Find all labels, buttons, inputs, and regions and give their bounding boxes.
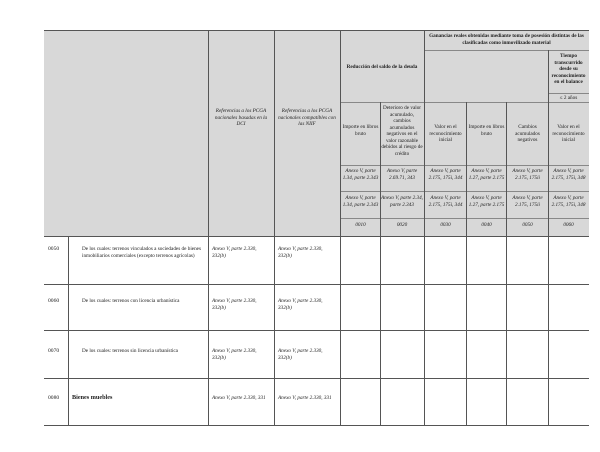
row-label-0050: De los cuales: terrenos vinculados a sociedades de bienes inmobiliarios comerciales (excepto terrenos agrícolas) [82,246,201,259]
row-code-0050: 0050 [48,246,60,252]
row-ref1-0060: Anexo V, parte 2.330, 332(b) [212,298,257,311]
row-label-0070: De los cuales: terrenos sin licencia urbanística [82,348,178,354]
row-ref1-0070: Anexo V, parte 2.330, 332(b) [212,348,257,361]
row-ref2-0050: Anexo V, parte 2.330, 332(b) [278,246,323,259]
ref-a-2: Anexo V, parte 2.175, 175i, 344 [428,168,463,181]
ref-a-3: Anexo V, parte 1.27, parte 2.175 [468,168,505,181]
ref-b-4: Anexo V, parte 2.175, 175ii [512,195,543,208]
col-cambios-header: Cambios acumulados negativos [515,124,540,143]
tiempo-header: Tiempo transcurrido desde su reconocimiento en el balance [551,53,586,85]
ref-a-0: Anexo V, parte 1.34, parte 2.343 [342,168,379,181]
col-deterioro-header: Deterioro de valor acumulado, cambios acumulados negativos en el valor razonable debidos al riesgo de crédito [381,105,423,157]
row-ref1-0050: Anexo V, parte 2.330, 332(b) [212,246,257,259]
col-valor-inicial-header: Valor en el reconocimiento inicial [429,124,462,143]
row-label-0080: Bienes muebles [72,394,113,401]
ref-pcga-dci-header: Referencias a los PCGA nacionales basadas en la DCI [214,108,268,127]
ref-b-5: Anexo V, parte 2.175, 175i, 348 [551,195,586,208]
le2-header: ≤ 2 años [559,95,578,101]
row-code-0070: 0070 [48,348,60,354]
ref-pcga-niif-header: Referencias a los PCGA nacionales compatibles con las NIIF [278,108,336,127]
col-code-0030: 0030 [440,222,451,228]
table-bottom-border [44,425,589,426]
col-valor-inicial2-header: Valor en el reconocimiento inicial [552,124,585,143]
col-code-0060: 0060 [563,222,574,228]
row-ref2-0080: Anexo V, parte 2.330, 331 [278,395,332,401]
ref-b-1: Anexo V, parte 2.34, parte 2.343 [381,195,423,208]
reduccion-header: Reducción del saldo de la deuda [346,64,418,70]
ref-a-4: Anexo V, parte 2.175, 175ii [512,168,543,181]
row-code-0060: 0060 [48,298,60,304]
col-code-0050: 0050 [522,222,533,228]
col-importe-header: Importe en libros bruto [342,124,379,137]
row-ref2-0070: Anexo V, parte 2.330, 332(b) [278,348,323,361]
ref-b-2: Anexo V, parte 2.175, 175i, 344 [428,195,463,208]
ref-b-3: Anexo V, parte 1.27, parte 2.175 [468,195,505,208]
table-top-border [44,30,589,31]
col-importe2-header: Importe en libros bruto [468,124,505,137]
row-ref2-0060: Anexo V, parte 2.330, 332(b) [278,298,323,311]
ref-a-5: Anexo V, parte 2.175, 175i, 348 [551,168,586,181]
ganancias-header: Ganancias reales obtenidas mediante toma de posesión distintas de las clasificadas como inmovilizado material [429,33,584,46]
col-code-0010: 0010 [355,222,366,228]
ref-a-1: Anexo V, parte 2.69.71, 343 [386,168,418,181]
col-code-0020: 0020 [396,222,408,228]
row-code-0080: 0080 [48,395,60,401]
row-label-0060: De los cuales: terrenos con licencia urbanística [82,298,180,304]
col-code-0040: 0040 [481,222,492,228]
ref-b-0: Anexo V, parte 1.34, parte 2.343 [342,195,379,208]
row-ref1-0080: Anexo V, parte 2.330, 331 [212,395,266,401]
